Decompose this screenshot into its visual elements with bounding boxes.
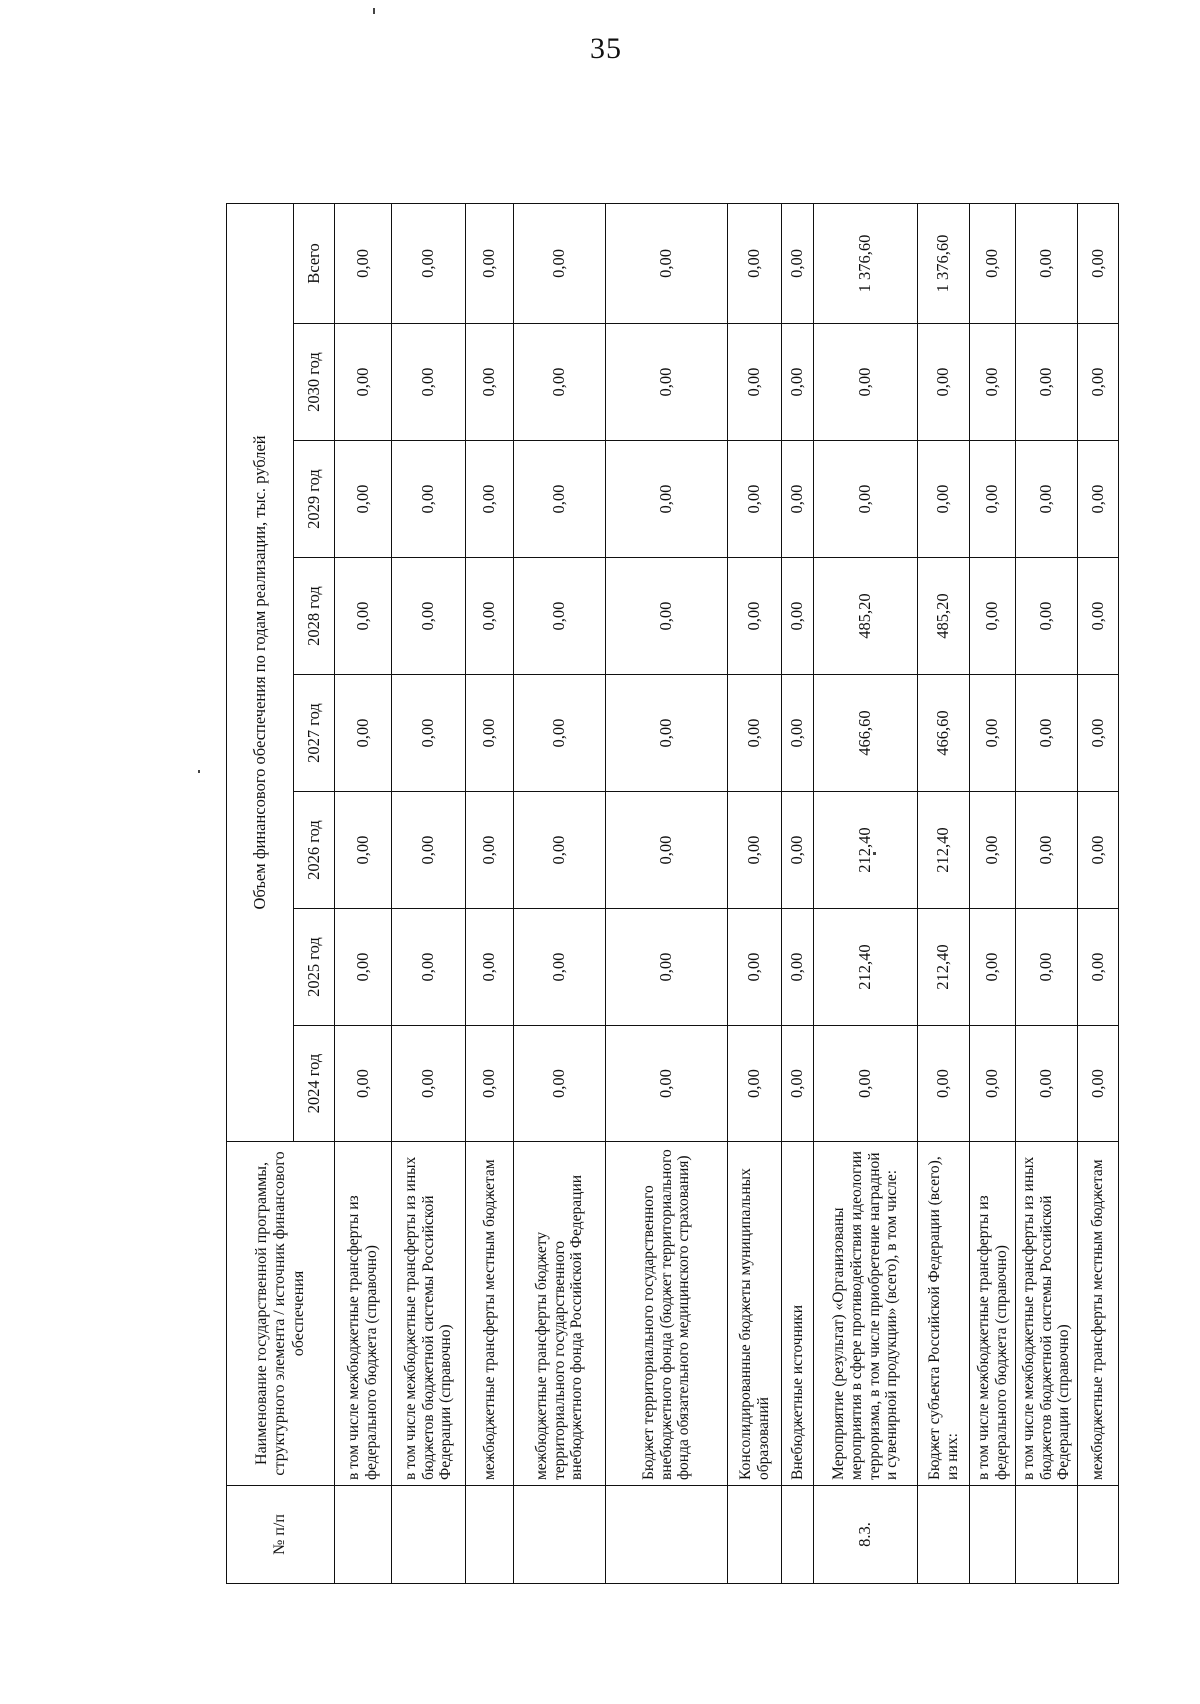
value-cell-2025: 0,00 xyxy=(782,909,814,1026)
value-cell-2026: 0,00 xyxy=(1016,792,1078,909)
value-cell-2024: 0,00 xyxy=(392,1026,466,1142)
value-cell-2029: 0,00 xyxy=(970,441,1016,558)
value-cell-total: 1 376,60 xyxy=(814,203,918,323)
value-cell-2030: 0,00 xyxy=(1078,324,1119,441)
value-cell-total: 0,00 xyxy=(1078,203,1119,323)
value-cell-2026: 0,00 xyxy=(970,792,1016,909)
table-row xyxy=(335,203,392,1583)
value-cell-2028: 0,00 xyxy=(466,558,514,675)
row-source-name: в том числе межбюджетные трансферты из иных бюджетов бюджетной системы Российской Федерации (справочно) xyxy=(392,1142,466,1486)
row-number xyxy=(335,1486,392,1584)
value-cell-2028: 0,00 xyxy=(514,558,606,675)
value-cell-2025: 0,00 xyxy=(392,909,466,1026)
value-cell-2028: 0,00 xyxy=(606,558,728,675)
value-cell-2028: 0,00 xyxy=(392,558,466,675)
value-cell-2029: 0,00 xyxy=(514,441,606,558)
header-num: № п/п xyxy=(227,1486,335,1584)
row-number xyxy=(514,1486,606,1584)
value-cell-2026: 0,00 xyxy=(466,792,514,909)
value-cell-total: 0,00 xyxy=(392,203,466,323)
value-cell-2025: 0,00 xyxy=(1016,909,1078,1026)
table-row xyxy=(918,203,970,1583)
value-cell-2025: 0,00 xyxy=(335,909,392,1026)
row-number xyxy=(392,1486,466,1584)
value-cell-2028: 0,00 xyxy=(335,558,392,675)
value-cell-2028: 0,00 xyxy=(1078,558,1119,675)
value-cell-2024: 0,00 xyxy=(1016,1026,1078,1142)
value-cell-2030: 0,00 xyxy=(918,324,970,441)
value-cell-2027: 0,00 xyxy=(1016,675,1078,792)
value-cell-total: 0,00 xyxy=(466,203,514,323)
value-cell-2026: 0,00 xyxy=(728,792,782,909)
row-source-name: в том числе межбюджетные трансферты из федерального бюджета (справочно) xyxy=(335,1142,392,1486)
value-cell-2027: 0,00 xyxy=(728,675,782,792)
row-number xyxy=(782,1486,814,1584)
value-cell-2025: 0,00 xyxy=(466,909,514,1026)
value-cell-2028: 0,00 xyxy=(970,558,1016,675)
value-cell-2026: 0,00 xyxy=(782,792,814,909)
value-cell-2028: 0,00 xyxy=(1016,558,1078,675)
value-cell-2025: 0,00 xyxy=(728,909,782,1026)
value-cell-2024: 0,00 xyxy=(466,1026,514,1142)
header-year-2028: 2028 год xyxy=(294,558,335,675)
value-cell-2024: 0,00 xyxy=(970,1026,1016,1142)
header-year-2025: 2025 год xyxy=(294,909,335,1026)
value-cell-2029: 0,00 xyxy=(814,441,918,558)
value-cell-2028: 485,20 xyxy=(918,558,970,675)
row-source-name: межбюджетные трансферты местным бюджетам xyxy=(1078,1142,1119,1486)
value-cell-2029: 0,00 xyxy=(1078,441,1119,558)
value-cell-2026: 0,00 xyxy=(514,792,606,909)
scan-speck xyxy=(198,770,200,773)
value-cell-total: 0,00 xyxy=(728,203,782,323)
row-number xyxy=(970,1486,1016,1584)
value-cell-2026: 212,40 xyxy=(918,792,970,909)
header-year-2029: 2029 год xyxy=(294,441,335,558)
row-source-name: межбюджетные трансферты бюджету территориального государственного внебюджетного фонда Российской Федерации xyxy=(514,1142,606,1486)
row-source-name: межбюджетные трансферты местным бюджетам xyxy=(466,1142,514,1486)
value-cell-total: 0,00 xyxy=(970,203,1016,323)
table-row xyxy=(606,203,728,1583)
row-source-name: Внебюджетные источники xyxy=(782,1142,814,1486)
value-cell-2024: 0,00 xyxy=(814,1026,918,1142)
header-year-2027: 2027 год xyxy=(294,675,335,792)
header-total: Всего xyxy=(294,203,335,323)
value-cell-2024: 0,00 xyxy=(606,1026,728,1142)
value-cell-2029: 0,00 xyxy=(392,441,466,558)
value-cell-2025: 0,00 xyxy=(514,909,606,1026)
row-number xyxy=(466,1486,514,1584)
row-source-name: Бюджет субъекта Российской Федерации (всего), из них: xyxy=(918,1142,970,1486)
row-number xyxy=(918,1486,970,1584)
value-cell-2026: 212,40 xyxy=(814,792,918,909)
value-cell-2027: 0,00 xyxy=(392,675,466,792)
value-cell-2030: 0,00 xyxy=(782,324,814,441)
row-number xyxy=(728,1486,782,1584)
table-row xyxy=(1016,203,1078,1583)
value-cell-2027: 0,00 xyxy=(335,675,392,792)
row-source-name: Бюджет территориального государственного внебюджетного фонда (бюджет территориального фонда обязательного медицинского страхования) xyxy=(606,1142,728,1486)
value-cell-2027: 0,00 xyxy=(466,675,514,792)
value-cell-total: 1 376,60 xyxy=(918,203,970,323)
scan-speck xyxy=(373,8,375,14)
row-number xyxy=(606,1486,728,1584)
value-cell-2027: 0,00 xyxy=(970,675,1016,792)
value-cell-2028: 485,20 xyxy=(814,558,918,675)
value-cell-2030: 0,00 xyxy=(466,324,514,441)
table-body xyxy=(335,203,1119,1583)
table-row xyxy=(728,203,782,1583)
value-cell-2027: 466,60 xyxy=(918,675,970,792)
header-year-2030: 2030 год xyxy=(294,324,335,441)
row-source-name: Мероприятие (результат) «Организованы мероприятия в сфере противодействия идеологии терроризма, в том числе приобретение наградной и сувенирной продукции» (всего), в том числе: xyxy=(814,1142,918,1486)
value-cell-2029: 0,00 xyxy=(1016,441,1078,558)
value-cell-2030: 0,00 xyxy=(970,324,1016,441)
value-cell-2025: 0,00 xyxy=(606,909,728,1026)
financing-table xyxy=(226,203,1119,1584)
page-number: 35 xyxy=(590,32,622,65)
value-cell-2029: 0,00 xyxy=(335,441,392,558)
table-row xyxy=(514,203,606,1583)
value-cell-2030: 0,00 xyxy=(1016,324,1078,441)
value-cell-2025: 212,40 xyxy=(814,909,918,1026)
rotated-table-container xyxy=(226,204,1186,1584)
row-number xyxy=(1016,1486,1078,1584)
row-source-name: в том числе межбюджетные трансферты из иных бюджетов бюджетной системы Российской Федерации (справочно) xyxy=(1016,1142,1078,1486)
value-cell-2024: 0,00 xyxy=(1078,1026,1119,1142)
row-number: 8.3. xyxy=(814,1486,918,1584)
table-row xyxy=(392,203,466,1583)
value-cell-2026: 0,00 xyxy=(335,792,392,909)
value-cell-2025: 0,00 xyxy=(1078,909,1119,1026)
value-cell-2024: 0,00 xyxy=(782,1026,814,1142)
value-cell-2027: 0,00 xyxy=(606,675,728,792)
value-cell-2026: 0,00 xyxy=(606,792,728,909)
value-cell-total: 0,00 xyxy=(335,203,392,323)
value-cell-2028: 0,00 xyxy=(782,558,814,675)
value-cell-2024: 0,00 xyxy=(335,1026,392,1142)
header-row-top xyxy=(227,203,294,1583)
value-cell-2028: 0,00 xyxy=(728,558,782,675)
row-source-name: Консолидированные бюджеты муниципальных образований xyxy=(728,1142,782,1486)
value-cell-2030: 0,00 xyxy=(814,324,918,441)
value-cell-2025: 212,40 xyxy=(918,909,970,1026)
value-cell-2030: 0,00 xyxy=(335,324,392,441)
table-row xyxy=(782,203,814,1583)
value-cell-2025: 0,00 xyxy=(970,909,1016,1026)
value-cell-total: 0,00 xyxy=(514,203,606,323)
value-cell-total: 0,00 xyxy=(782,203,814,323)
value-cell-2029: 0,00 xyxy=(606,441,728,558)
header-year-2026: 2026 год xyxy=(294,792,335,909)
value-cell-2027: 0,00 xyxy=(782,675,814,792)
value-cell-2026: 0,00 xyxy=(1078,792,1119,909)
value-cell-2030: 0,00 xyxy=(728,324,782,441)
value-cell-2030: 0,00 xyxy=(514,324,606,441)
value-cell-2024: 0,00 xyxy=(728,1026,782,1142)
value-cell-2026: 0,00 xyxy=(392,792,466,909)
table-row xyxy=(1078,203,1119,1583)
value-cell-2030: 0,00 xyxy=(606,324,728,441)
value-cell-2029: 0,00 xyxy=(728,441,782,558)
value-cell-2027: 466,60 xyxy=(814,675,918,792)
value-cell-2024: 0,00 xyxy=(918,1026,970,1142)
value-cell-2027: 0,00 xyxy=(514,675,606,792)
header-volume: Объем финансового обеспечения по годам реализации, тыс. рублей xyxy=(227,203,294,1141)
row-number xyxy=(1078,1486,1119,1584)
value-cell-total: 0,00 xyxy=(1016,203,1078,323)
value-cell-2029: 0,00 xyxy=(466,441,514,558)
table-row xyxy=(814,203,918,1583)
header-year-2024: 2024 год xyxy=(294,1026,335,1142)
row-source-name: в том числе межбюджетные трансферты из федерального бюджета (справочно) xyxy=(970,1142,1016,1486)
value-cell-2024: 0,00 xyxy=(514,1026,606,1142)
table-row xyxy=(466,203,514,1583)
header-name: Наименование государственной программы, структурного элемента / источник финансового обеспечения xyxy=(227,1142,335,1486)
value-cell-2030: 0,00 xyxy=(392,324,466,441)
value-cell-2027: 0,00 xyxy=(1078,675,1119,792)
value-cell-total: 0,00 xyxy=(606,203,728,323)
table-row xyxy=(970,203,1016,1583)
value-cell-2029: 0,00 xyxy=(782,441,814,558)
value-cell-2029: 0,00 xyxy=(918,441,970,558)
